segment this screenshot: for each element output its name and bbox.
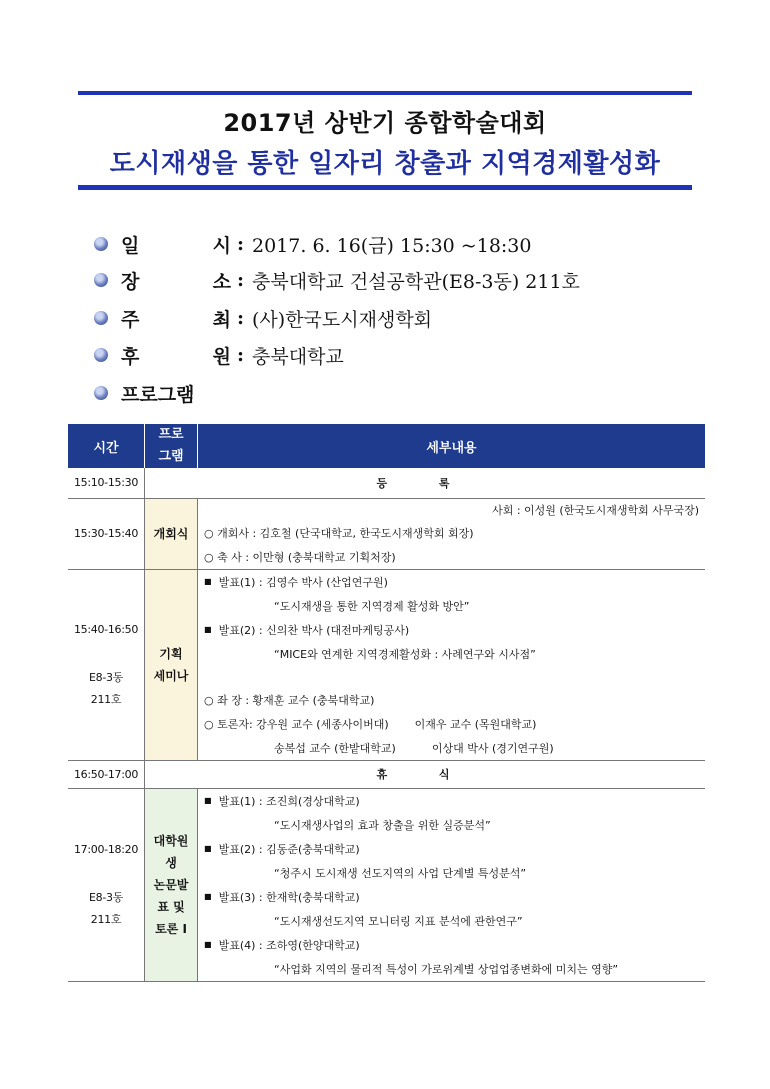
info-host	[94, 303, 432, 333]
talk-presenter: ■ 발표(1) : 김영수 박사 (산업연구원)	[204, 575, 388, 589]
table-row	[68, 569, 705, 760]
opening-line: ○ 개회사 : 김호철 (단국대학교, 한국도시재생학회 회장)	[204, 526, 474, 540]
table-header	[68, 424, 705, 468]
info-label: 시	[212, 234, 231, 257]
row-time: 16:50-17:00	[68, 760, 145, 788]
talk-topic: “MICE와 연계한 지역경제활성화 : 사례연구와 시사점”	[274, 647, 536, 661]
colon: :	[237, 344, 245, 366]
bullet-icon	[94, 237, 108, 251]
talk-topic: “도시재생사업의 효과 창출을 위한 실증분석”	[274, 818, 491, 832]
info-value: 충북대학교	[252, 345, 344, 368]
table-row	[68, 788, 705, 981]
square-bullet-icon: ■	[204, 892, 212, 901]
info-label: 최	[212, 308, 231, 331]
talk-presenter: ■ 발표(3) : 한재학(충북대학교)	[204, 890, 360, 904]
panel-line: 송복섭 교수 (한밭대학교) 이상대 박사 (경기연구원)	[274, 741, 554, 755]
colon: :	[237, 307, 245, 329]
row-room: 211호	[90, 692, 122, 706]
info-label: 원	[212, 345, 231, 368]
info-date	[94, 229, 531, 259]
info-label: 후	[121, 345, 140, 368]
row-place: E8-3동	[88, 670, 124, 684]
square-bullet-icon: ■	[204, 577, 212, 586]
program-table	[68, 424, 705, 982]
bullet-icon	[94, 386, 108, 400]
talk-topic: “청주시 도시재생 선도지역의 사업 단계별 특성분석”	[274, 866, 527, 880]
info-label: 일	[121, 234, 140, 257]
top-rule	[78, 91, 692, 95]
square-bullet-icon: ■	[204, 796, 212, 805]
info-value: 충북대학교 건설공학관(E8-3동) 211호	[252, 270, 580, 293]
row-details	[198, 788, 706, 981]
row-room: 211호	[90, 912, 122, 926]
opening-line: ○ 축 사 : 이만형 (충북대학교 기획처장)	[204, 550, 396, 564]
bottom-rule	[78, 185, 692, 190]
row-time: 15:30-15:40	[68, 498, 145, 569]
talk-presenter: ■ 발표(4) : 조하영(한양대학교)	[204, 938, 360, 952]
row-label: 등 록	[145, 468, 706, 498]
talk-presenter: ■ 발표(2) : 신의찬 박사 (대전마케팅공사)	[204, 623, 410, 637]
info-venue	[94, 265, 580, 295]
info-label: 소	[212, 270, 231, 293]
colon: :	[237, 269, 245, 291]
row-category: 대학원 생 논문발 표 및 토론 I	[145, 788, 198, 981]
row-details	[198, 498, 706, 569]
row-time-cell	[68, 788, 145, 981]
row-time: 15:40-16:50	[73, 622, 139, 636]
info-sponsor	[94, 340, 344, 370]
square-bullet-icon: ■	[204, 625, 212, 634]
row-time: 15:10-15:30	[68, 468, 145, 498]
bullet-icon	[94, 348, 108, 362]
row-time: 17:00-18:20	[73, 842, 139, 856]
moderator: 사회 : 이성원 (한국도시재생학회 사무국장)	[492, 503, 699, 517]
info-value: (사)한국도시재생학회	[252, 308, 433, 331]
talk-presenter: ■ 발표(2) : 김동준(충북대학교)	[204, 842, 360, 856]
square-bullet-icon: ■	[204, 940, 212, 949]
talk-presenter: ■ 발표(1) : 조진희(경상대학교)	[204, 794, 360, 808]
panel-line: ○ 토론자: 강우원 교수 (세종사이버대) 이재우 교수 (목원대학교)	[204, 717, 537, 731]
row-label: 휴 식	[145, 760, 706, 788]
row-place: E8-3동	[88, 890, 124, 904]
program-heading: 프로그램	[121, 383, 195, 406]
header-details: 세부내용	[198, 424, 706, 468]
bullet-icon	[94, 311, 108, 325]
colon: :	[237, 233, 245, 255]
page-title: 2017년 상반기 종합학술대회	[223, 109, 547, 137]
talk-topic: “사업화 지역의 물리적 특성이 가로위계별 상업업종변화에 미치는 영향”	[274, 962, 619, 976]
page-subtitle: 도시재생을 통한 일자리 창출과 지역경제활성화	[109, 149, 661, 179]
bullet-icon	[94, 273, 108, 287]
header-program: 프로 그램	[145, 424, 198, 468]
talk-topic: “도시재생선도지역 모니터링 지표 분석에 관한연구”	[274, 914, 523, 928]
talk-topic: “도시재생을 통한 지역경제 활성화 방안”	[274, 599, 470, 613]
table-row	[68, 468, 705, 498]
chair: ○ 좌 장 : 황재훈 교수 (충북대학교)	[204, 693, 375, 707]
table-row	[68, 498, 705, 569]
info-label: 주	[121, 308, 140, 331]
row-category: 기획 세미나	[145, 569, 198, 760]
table-row	[68, 760, 705, 788]
header-time: 시간	[68, 424, 145, 468]
row-time-cell	[68, 569, 145, 760]
program-heading-row	[94, 378, 194, 408]
row-details	[198, 569, 706, 760]
row-category: 개회식	[145, 498, 198, 569]
info-label: 장	[121, 270, 140, 293]
square-bullet-icon: ■	[204, 844, 212, 853]
info-value: 2017. 6. 16(금) 15:30 ~18:30	[252, 234, 532, 257]
